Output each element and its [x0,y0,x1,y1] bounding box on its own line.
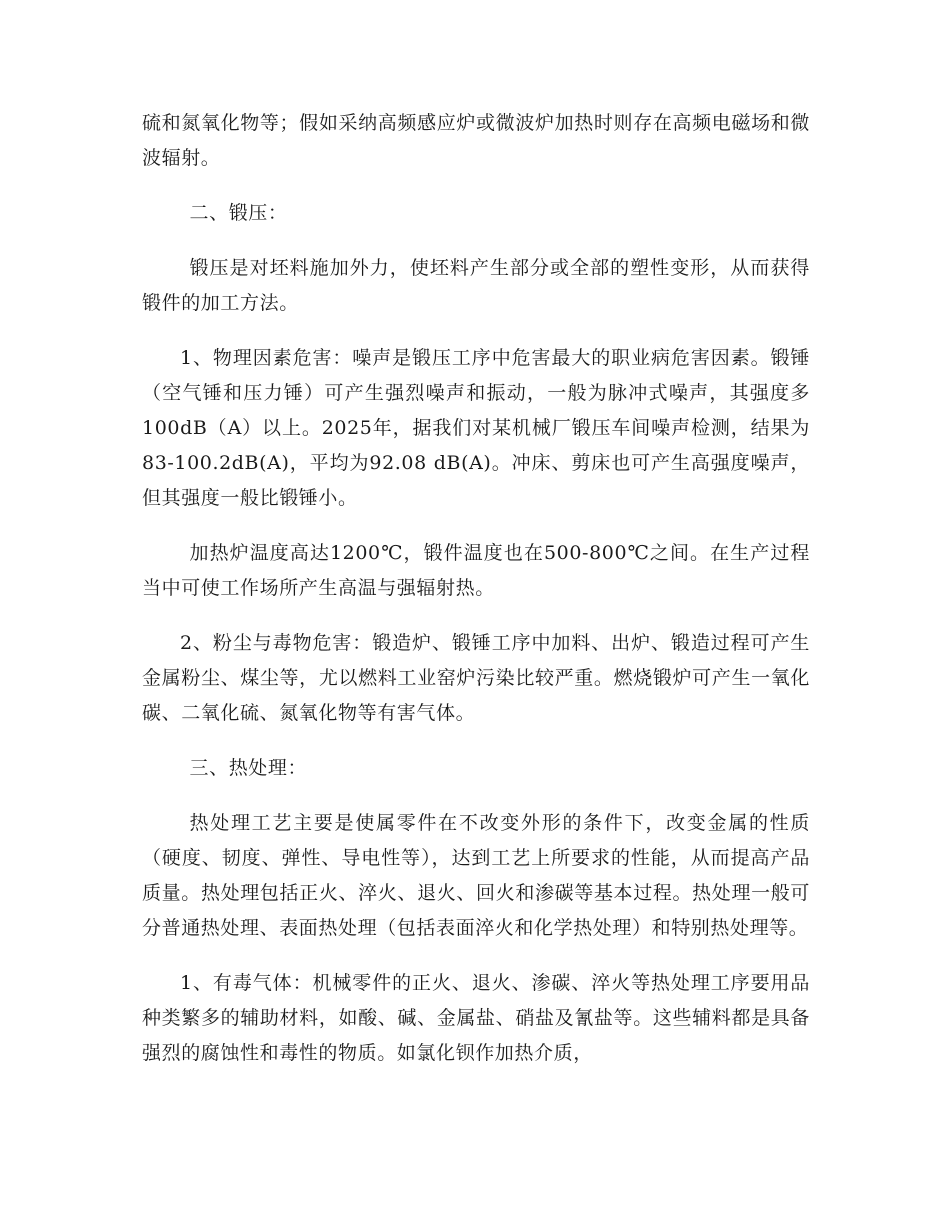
paragraph-physical-hazards: 1、物理因素危害：噪声是锻压工序中危害最大的职业病危害因素。锻锤（空气锤和压力锤）可产生强烈噪声和振动，一般为脉冲式噪声，其强度多100dB（A）以上。2025年，据我们对某机械厂锻压车间噪声检测，结果为83-100.2dB(A)，平均为92.08 dB(A)。冲床、剪床也可产生高强度噪声，但其强度一般比锻锤小。 [142,347,810,509]
paragraph-dust-toxin-hazards: 2、粉尘与毒物危害：锻造炉、锻锤工序中加料、出炉、锻造过程可产生金属粉尘、煤尘等，尤以燃料工业窑炉污染比较严重。燃烧锻炉可产生一氧化碳、二氧化硫、氮氧化物等有害气体。 [142,632,810,724]
document-body [142,106,810,1091]
section-heading-forging: 二、锻压： [189,202,288,224]
paragraph-furnace-temperature: 加热炉温度高达1200℃，锻件温度也在500-800℃之间。在生产过程当中可使工作场所产生高温与强辐射热。 [142,542,810,599]
paragraph-continuation: 硫和氮氧化物等；假如采纳高频感应炉或微波炉加热时则存在高频电磁场和微波辐射。 [142,112,810,169]
paragraph-toxic-gases: 1、有毒气体：机械零件的正火、退火、渗碳、淬火等热处理工序要用品种类繁多的辅助材料，如酸、碱、金属盐、硝盐及氰盐等。这些辅料都是具备强烈的腐蚀性和毒性的物质。如氯化钡作加热介质， [142,972,810,1064]
paragraph-heat-treatment-definition: 热处理工艺主要是使属零件在不改变外形的条件下，改变金属的性质（硬度、韧度、弹性、导电性等），达到工艺上所要求的性能，从而提高产品质量。热处理包括正火、淬火、退火、回火和渗碳等基本过程。热处理一般可分普通热处理、表面热处理（包括表面淬火和化学热处理）和特别热处理等。 [142,812,810,939]
paragraph-forging-definition: 锻压是对坯料施加外力，使坯料产生部分或全部的塑性变形，从而获得锻件的加工方法。 [142,257,810,314]
section-heading-heat-treatment: 三、热处理： [189,757,308,779]
